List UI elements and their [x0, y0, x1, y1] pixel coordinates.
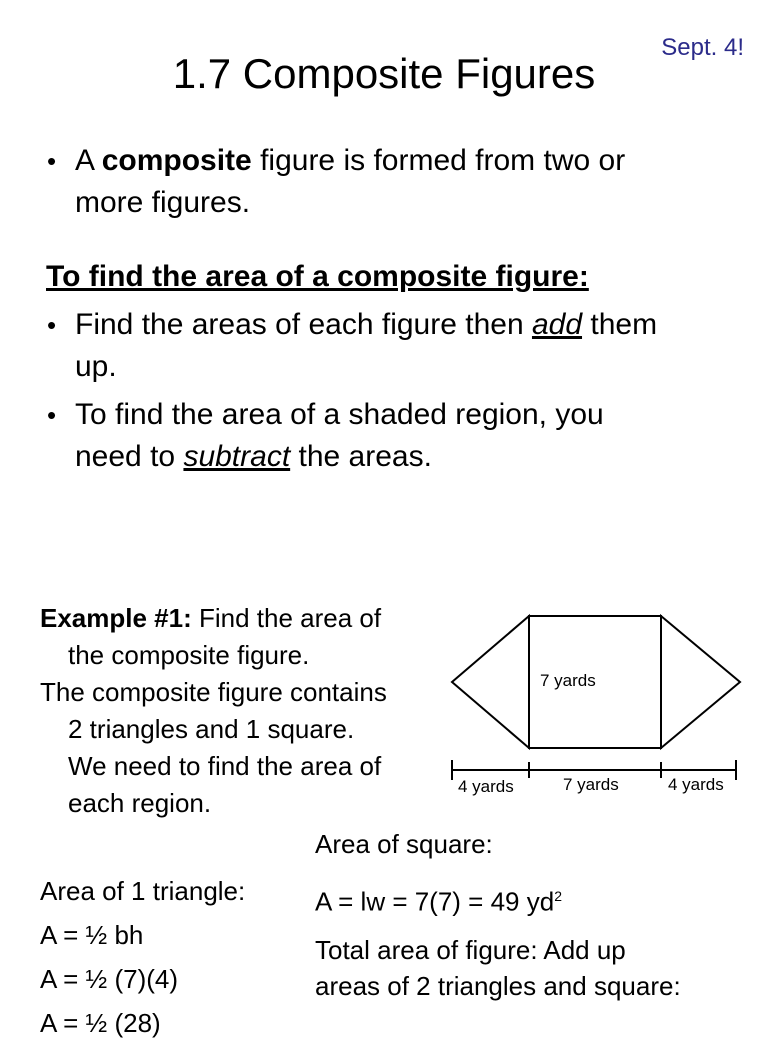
square-area-formula: A = lw = 7(7) = 49 $yd^2$: [315, 886, 562, 917]
square-area-label: Area of square:: [315, 829, 493, 859]
bullet-dot: •: [47, 310, 57, 340]
right-triangle: [661, 616, 740, 748]
exponent: 2: [554, 888, 562, 904]
emph-subtract: subtract: [183, 440, 291, 473]
triangle-formula-1: A = ½ bh: [40, 920, 144, 950]
section-heading: To find the area of a composite figure:: [46, 260, 589, 293]
bullet-composite-definition: • A composite figure is formed from two or more figures.: [75, 140, 755, 224]
triangle-formula-2: A = ½ (7)(4): [40, 964, 178, 994]
date-label: Sept. 4!: [661, 34, 744, 61]
bullet-dot: •: [47, 400, 57, 430]
dim-mid-label: 7 yards: [563, 775, 619, 794]
dim-left-label: 4 yards: [458, 777, 514, 796]
bullet-subtract-areas: • To find the area of a shaded region, you need to subtract the areas.: [75, 394, 765, 478]
triangle-area-label: Area of 1 triangle:: [40, 876, 246, 906]
triangle-formula-3: A = ½ (28): [40, 1008, 161, 1038]
page-title: 1.7 Composite Figures: [172, 50, 596, 97]
dim-right-label: 4 yards: [668, 775, 724, 794]
example-label: Example #1:: [40, 603, 192, 633]
bullet-add-areas: • Find the areas of each figure then add them up.: [75, 304, 765, 388]
total-area-text: Total area of figure: Add up areas of 2 triangles and square:: [315, 935, 681, 1001]
example-text: Example #1: Find the area of the composite figure. The composite figure contains 2 triangles and 1 square. We need to find the area of each region.: [40, 603, 387, 818]
term-composite: composite: [101, 144, 252, 177]
bullet-dot: •: [47, 146, 57, 176]
emph-add: add: [531, 308, 583, 341]
left-triangle: [452, 616, 529, 748]
square-side-label: 7 yards: [540, 671, 596, 690]
composite-figure-diagram: [440, 600, 750, 810]
